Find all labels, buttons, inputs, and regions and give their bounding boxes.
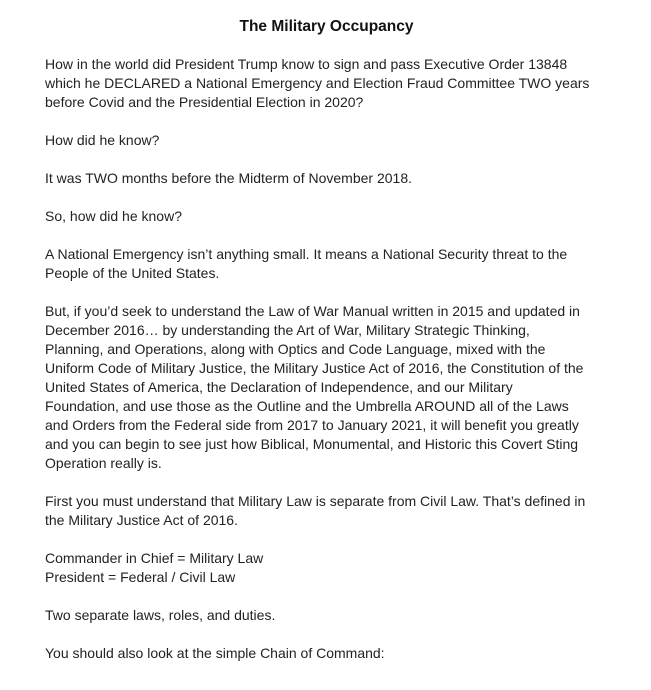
text-line: before Covid and the Presidential Election in 2020? — [45, 94, 364, 110]
paragraph-how-did-he-know — [45, 131, 615, 150]
paragraph-roles — [45, 549, 615, 587]
text-line: Two separate laws, roles, and duties. — [45, 607, 276, 623]
paragraph-spacer — [45, 112, 615, 131]
text-line: How did he know? — [45, 132, 160, 148]
text-line: A National Emergency isn’t anything small. It means a National Security threat to the — [45, 246, 568, 262]
paragraph-military-law — [45, 492, 615, 530]
paragraph-spacer — [45, 625, 615, 644]
paragraph-chain-of-command — [45, 644, 615, 663]
paragraph-spacer — [45, 587, 615, 606]
paragraph-so-how — [45, 207, 615, 226]
text-line: How in the world did President Trump know to sign and pass Executive Order 13848 — [45, 56, 568, 72]
text-line: President = Federal / Civil Law — [45, 569, 236, 585]
text-line: Uniform Code of Military Justice, the Military Justice Act of 2016, the Constitution of the — [45, 360, 584, 376]
text-line: You should also look at the simple Chain of Command: — [45, 645, 385, 661]
text-line: But, if you’d seek to understand the Law of War Manual written in 2015 and updated in — [45, 303, 580, 319]
text-line: Operation really is. — [45, 455, 162, 471]
paragraph-spacer — [45, 283, 615, 302]
paragraph-two-months — [45, 169, 615, 188]
text-line: Planning, and Operations, along with Optics and Code Language, mixed with the — [45, 341, 546, 357]
text-line: and you can begin to see just how Biblical, Monumental, and Historic this Covert Sting — [45, 436, 579, 452]
text-line: which he DECLARED a National Emergency and Election Fraud Committee TWO years — [45, 75, 590, 91]
text-line: Commander in Chief = Military Law — [45, 550, 264, 566]
paragraph-two-separate — [45, 606, 615, 625]
paragraph-national-emergency — [45, 245, 615, 283]
text-line: Foundation, and use those as the Outline and the Umbrella AROUND all of the Laws — [45, 398, 569, 414]
text-line: First you must understand that Military Law is separate from Civil Law. That’s defined in — [45, 493, 586, 509]
paragraph-spacer — [45, 473, 615, 492]
paragraph-spacer — [45, 226, 615, 245]
text-line: People of the United States. — [45, 265, 220, 281]
document-body — [45, 55, 615, 663]
paragraph-law-of-war — [45, 302, 615, 473]
text-line: and Orders from the Federal side from 2017 to January 2021, it will benefit you greatly — [45, 417, 579, 433]
spacer — [45, 37, 615, 55]
paragraph-spacer — [45, 188, 615, 207]
text-line: So, how did he know? — [45, 208, 182, 224]
text-line: United States of America, the Declaration of Independence, and our Military — [45, 379, 513, 395]
text-line: the Military Justice Act of 2016. — [45, 512, 238, 528]
text-line: It was TWO months before the Midterm of November 2018. — [45, 170, 413, 186]
paragraph-spacer — [45, 150, 615, 169]
page-title: The Military Occupancy — [239, 18, 414, 35]
text-line: December 2016… by understanding the Art of War, Military Strategic Thinking, — [45, 322, 530, 338]
document — [45, 0, 615, 663]
paragraph-executive-order — [45, 55, 615, 112]
paragraph-spacer — [45, 530, 615, 549]
